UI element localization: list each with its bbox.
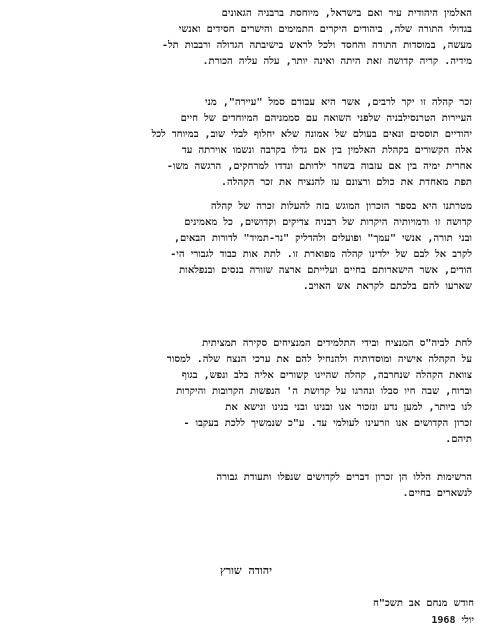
paragraph-line: הרשימות הללו הן זכרון דברים לקדושים שנפלו ותעודת גבורה xyxy=(216,472,472,483)
paragraph-line: לנו ביותר, למען נדע ונזכור אנו ובנינו ובני בנינו ונישא את xyxy=(225,402,472,413)
paragraph-line: לנשארים בחיים. xyxy=(402,488,472,499)
paragraph-line: הודים, אשר הישארותם בחיים ועלייתם ארצה שזורה בנסים ובנפלאות xyxy=(179,265,472,276)
paragraph-line: זכרון הקדושים אנו וזרעינו לעולמי עד. ע"כ שנמשיך ללכת בעקבו - xyxy=(183,418,472,429)
paragraph-line: אלה הקשורים בקהלת האלמין בין אם גדלו בקרבה ונשמו אוירתה עד xyxy=(181,145,472,156)
paragraph-3 xyxy=(20,199,472,295)
paragraph-line: צוואת הקהלה שנחרבה, קהלה שהיינו קשורים אליה בלב ונפש, בגוף xyxy=(181,370,472,381)
paragraph-line: ובני תורה, אנשי "עמך" ופועלים ולהדליק "נר-תמיד" לדורות הבאים, xyxy=(173,233,472,244)
paragraph-2 xyxy=(20,95,472,191)
paragraph-line: על הקהלה אישיה ומוסדותיה ולהנחיל להם את ערכי הנצח שלה. למסור xyxy=(166,354,472,365)
date-block xyxy=(373,595,474,629)
paragraph-line: תיהם. xyxy=(445,434,472,445)
paragraph-5 xyxy=(20,470,472,502)
paragraph-line: האלמין היהודית עיר ואם בישראל, מיוחסת ברבניה הגאונים xyxy=(221,8,472,19)
paragraph-line: מעשה, במוסדות התורה והחסד ולכל לראש בישיבתה הגדולה ורבבות תל- xyxy=(161,40,472,51)
paragraph-line: זכר קהלה זו יקר לרבים, אשר היא עבורם סמל "עיירה", מני xyxy=(205,97,472,108)
paragraph-line: שארעו להם בלכתם לקראת אש האויב. xyxy=(302,281,472,292)
paragraph-line: לחת לביה"ס המנציח ובידי התלמידים המנציחים סקירה תמציתית xyxy=(202,338,472,349)
paragraph-line: העיירות הטרנסילבניה שלפני השואה עם סממניהם המיוחדים של חיים xyxy=(180,113,472,124)
paragraph-line: בגדולי התורה שלה, ביהודים היקרים התמימים והישרים חסידים ואנשי xyxy=(178,24,472,35)
hebrew-date: חודש מנחם אב תשכ"ח xyxy=(372,598,474,609)
paragraph-4 xyxy=(20,336,472,448)
gregorian-date: יולי 1968 xyxy=(431,615,474,626)
author-signature: יהודה שורץ xyxy=(219,564,272,577)
paragraph-line: אחרית ימיה בין אם עזבוה בשחר ילדותם ונדדו למרחקים, הרגשה משו- xyxy=(166,161,472,172)
paragraph-line: יהודיים תוססים ונאים בעולם של אמונה שלא יחלוף לבלי שוב, במיוחד לכל xyxy=(151,129,472,140)
paragraph-line: קדושה זו ודמויותיה היקרות של רבניה צדיקים וקדושים, כל מאמינים xyxy=(184,217,472,228)
paragraph-line: תפת מאחדת את כולם ורצונם עז להנציח את זכר הקהלה. xyxy=(221,177,472,188)
paragraph-line: לקרב אל לבם של ילדינו קהלה מפוארת זו. לתת אות כבוד לגבורי הי- xyxy=(170,249,472,260)
paragraph-1 xyxy=(20,6,472,70)
paragraph-line: וברוח, שבה חיו סבלו ונהרגו על קדושת ה' הנפשות הקרובות והיקרות xyxy=(176,386,472,397)
paragraph-line: מטרתנו היא בספר הזכרון המוגש בזה להעלות זכרה של קהלה xyxy=(210,201,472,212)
paragraph-line: מידיה. קריה קדושה זאת היתה ואינה יותר, עלה עליה הכורת. xyxy=(202,56,472,67)
